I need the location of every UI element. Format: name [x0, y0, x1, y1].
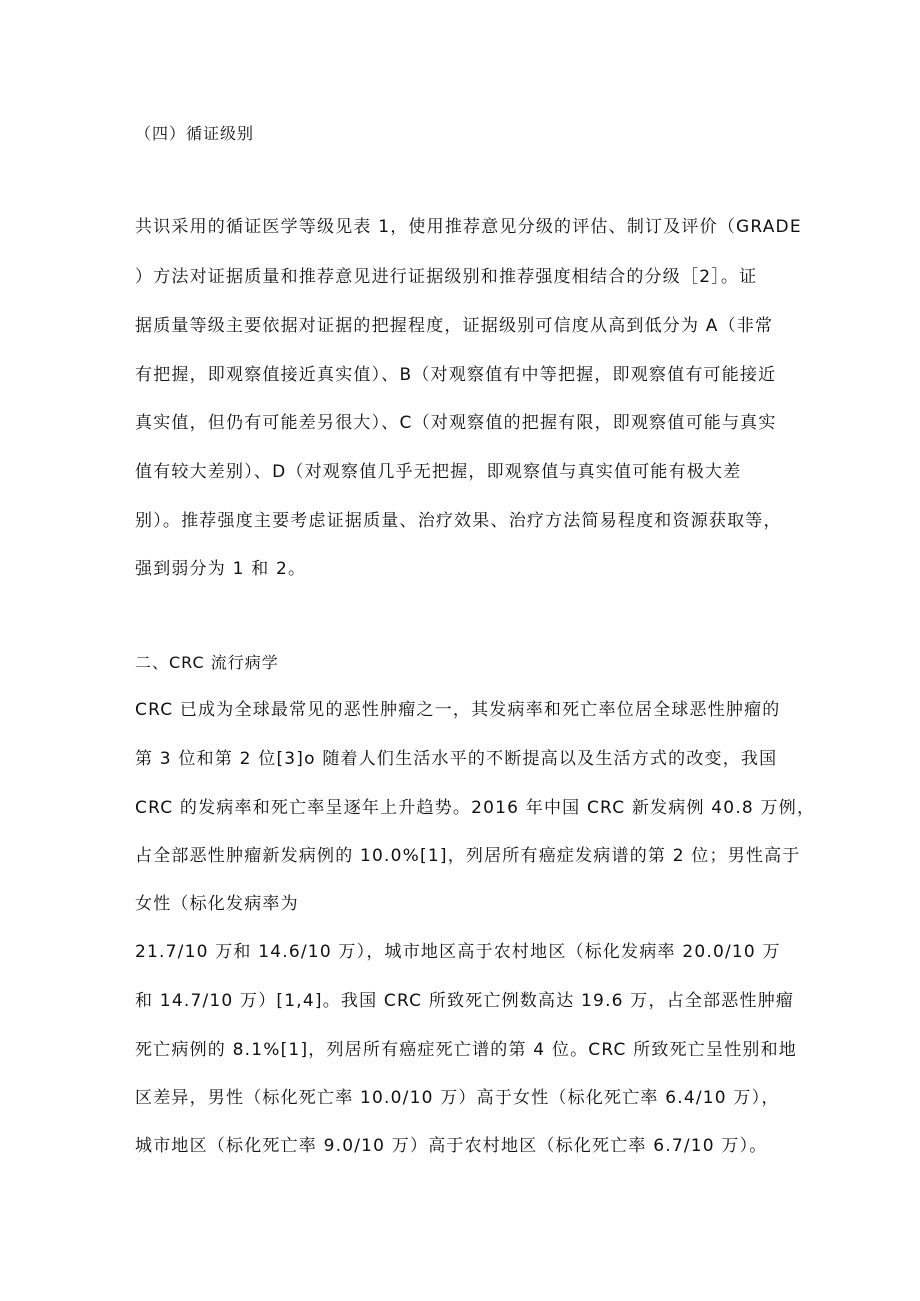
paragraph-line: 城市地区（标化死亡率 9.0/10 万）高于农村地区（标化死亡率 6.7/10 万）。 — [135, 1136, 768, 1156]
paragraph-line: 区差异，男性（标化死亡率 10.0/10 万）高于女性（标化死亡率 6.4/10 万）， — [135, 1088, 780, 1108]
paragraph-line: 和 14.7/10 万）[1,4]。我国 CRC 所致死亡例数高达 19.6 万，占全部恶性肿瘤 — [135, 991, 795, 1011]
paragraph-line: CRC 已成为全球最常见的恶性肿瘤之一，其发病率和死亡率位居全球恶性肿瘤的 — [135, 700, 781, 720]
paragraph-line: 第 3 位和第 2 位[3]o 随着人们生活水平的不断提高以及生活方式的改变，我国 — [135, 749, 778, 769]
paragraph-line: 据质量等级主要依据对证据的把握程度，证据级别可信度从高到低分为 A（非常 — [135, 316, 774, 336]
paragraph-line: 真实值，但仍有可能差另很大）、C（对观察值的把握有限，即观察值可能与真实 — [135, 413, 777, 433]
paragraph-line: CRC 的发病率和死亡率呈逐年上升趋势。2016 年中国 CRC 新发病例 40.8 万例， — [135, 798, 816, 818]
paragraph-line: 值有较大差别）、D（对观察值几乎无把握，即观察值与真实值可能有极大差 — [135, 462, 742, 482]
section-four-heading: （四）循证级别 — [135, 124, 255, 143]
section-two-heading: 二、CRC 流行病学 — [135, 653, 279, 672]
paragraph-line: ）方法对证据质量和推荐意见进行证据级别和推荐强度相结合的分级［2］。证 — [135, 267, 758, 287]
paragraph-line: 女性（标化发病率为 — [135, 894, 299, 914]
paragraph-line: 占全部恶性肿瘤新发病例的 10.0%[1]，列居所有癌症发病谱的第 2 位；男性高于 — [135, 846, 801, 866]
paragraph-line: 共识采用的循证医学等级见表 1，使用推荐意见分级的评估、制订及评价（GRADE — [135, 217, 802, 237]
paragraph-line: 强到弱分为 1 和 2。 — [135, 559, 307, 579]
paragraph-line: 21.7/10 万和 14.6/10 万），城市地区高于农村地区（标化发病率 20.0/10 万 — [135, 942, 781, 962]
paragraph-line: 死亡病例的 8.1%[1]，列居所有癌症死亡谱的第 4 位。CRC 所致死亡呈性别和地 — [135, 1040, 798, 1060]
paragraph-line: 有把握，即观察值接近真实值）、B（对观察值有中等把握，即观察值有可能接近 — [135, 365, 777, 385]
paragraph-line: 别）。推荐强度主要考虑证据质量、治疗效果、治疗方法简易程度和资源获取等， — [135, 511, 782, 531]
